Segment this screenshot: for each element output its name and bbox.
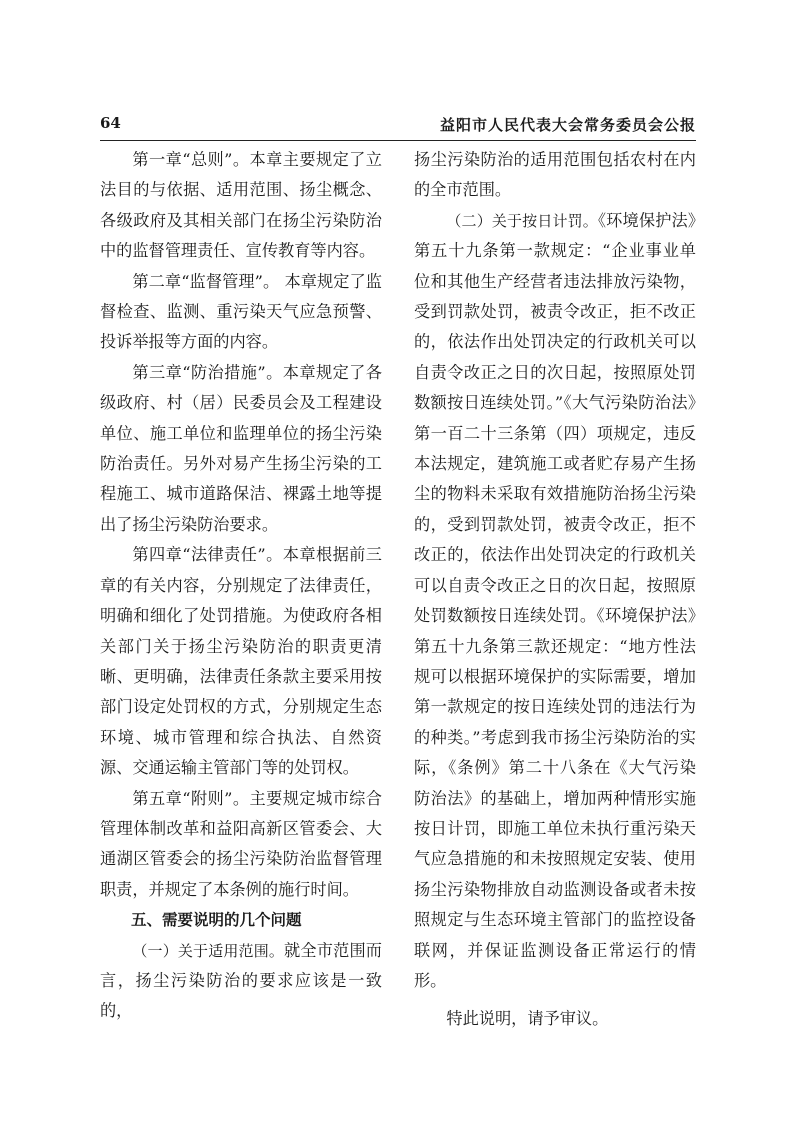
page-header	[100, 112, 696, 141]
paragraph-scope-continued: 扬尘污染防治的适用范围包括农村在内的全市范围。	[414, 150, 696, 200]
section-heading: 五、需要说明的几个问题	[131, 911, 302, 930]
closing-statement: 特此说明，请予审议。	[446, 1009, 609, 1029]
paragraph-scope	[100, 936, 382, 1027]
paragraph-chapter-1: 第一章“总则”。本章主要规定了立法目的与依据、适用范围、扬尘概念、各级政府及其相关部门在扬尘污染防治中的监督管理责任、宣传教育等内容。	[100, 150, 382, 261]
daily-penalty-label: （二）关于按日计罚。	[446, 211, 598, 230]
paragraph-chapter-4: 第四章“法律责任”。本章根据前三章的有关内容，分别规定了法律责任，明确和细化了处罚措施。为使政府各相关部门关于扬尘污染防治的职责更清晰、更明确，法律责任条款主要采用按部门设定处罚权的方式，分别规定生态环境、城市管理和综合执法、自然资源、交通运输主管部门等的处罚权。	[100, 545, 382, 778]
daily-penalty-text: 《环境保护法》第五十九条第一款规定：“企业事业单位和其他生产经营者违法排放污染物，受到罚款处罚，被责令改正，拒不改正的，依法作出处罚决定的行政机关可以自责令改正之日的次日起，按照原处罚数额按日连续处罚。”《大气污染防治法》第一百二十三条第（四）项规定，违反本法规定，建筑施工或者贮存易产生扬尘的物料未采取有效措施防治扬尘污染的，受到罚款处罚，被责令改正，拒不改正的，依法作出处罚决定的行政机关可以自责令改正之日的次日起，按照原处罚数额按日连续处罚。《环境保护法》第五十九条第三款还规定：“地方性法规可以根据环境保护的实际需要，增加第一款规定的按日连续处罚的违法行为的种类。”考虑到我市扬尘污染防治的实际，《条例》第二十八条在《大气污染防治法》的基础上，增加两种情形实施按日计罚，即施工单位未执行重污染天气应急措施的和未按照规定安装、使用扬尘污染物排放自动监测设备或者未按照规定与生态环境主管部门的监控设备联网，并保证监测设备正常运行的情形。	[414, 210, 696, 990]
paragraph-chapter-5: 第五章“附则”。主要规定城市综合管理体制改革和益阳高新区管委会、大通湖区管委会的扬尘污染防治监督管理职责，并规定了本条例的施行时间。	[100, 788, 382, 899]
page-number: 64	[100, 114, 121, 132]
journal-title: 益阳市人民代表大会常务委员会公报	[439, 116, 696, 134]
scope-label: （一）关于适用范围。	[132, 941, 285, 960]
paragraph-chapter-3: 第三章“防治措施”。本章规定了各级政府、村（居）民委员会及工程建设单位、施工单位和监理单位的扬尘污染防治责任。另外对易产生扬尘污染的工程施工、城市道路保洁、裸露土地等提出了扬尘污染防治要求。	[100, 362, 382, 534]
paragraph-daily-penalty	[414, 206, 696, 997]
right-column	[414, 145, 696, 1035]
scope-text: 就全市范围而言，扬尘污染防治的要求应该是一致的，	[100, 940, 382, 1021]
paragraph-chapter-2: 第二章“监督管理”。 本章规定了监督检查、监测、重污染天气应急预警、投诉举报等方面的内容。	[100, 271, 382, 352]
left-column	[100, 145, 382, 1027]
